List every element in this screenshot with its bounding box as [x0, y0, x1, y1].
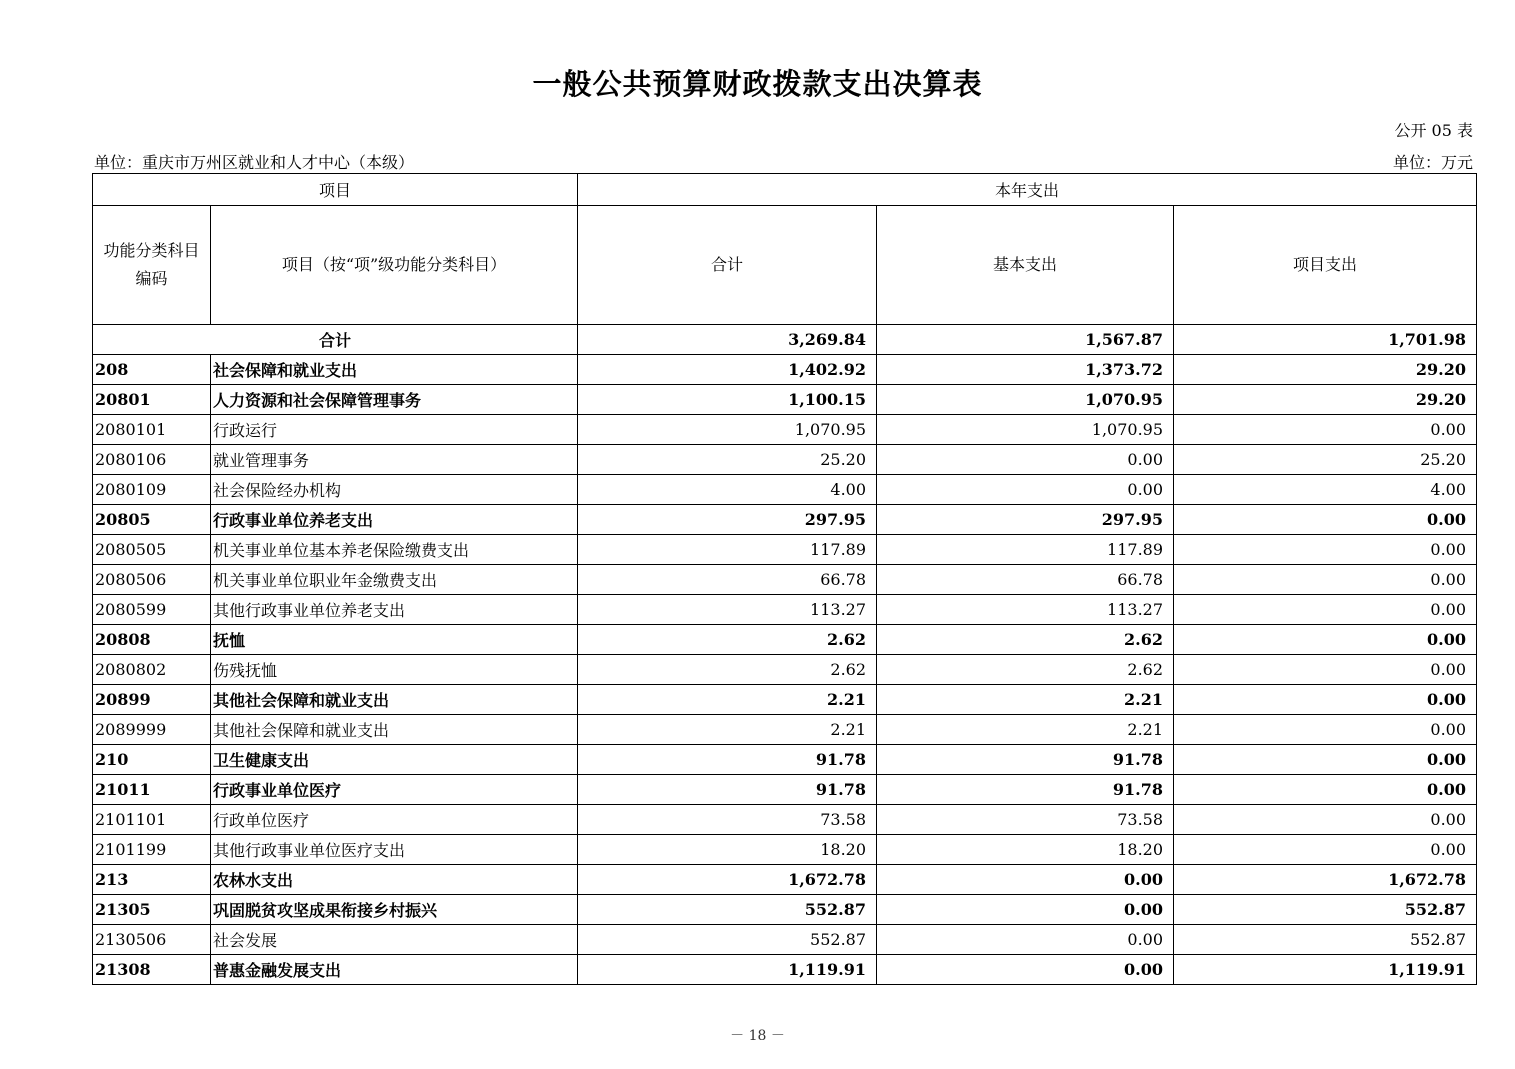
table-row	[93, 475, 1477, 505]
header-project-expense: 项目支出	[1174, 206, 1477, 325]
row-name: 社会保险经办机构	[211, 475, 578, 505]
header-row-2	[93, 206, 1477, 325]
row-basic: 91.78	[877, 775, 1174, 805]
row-code: 2080506	[93, 565, 211, 595]
row-basic: 2.21	[877, 685, 1174, 715]
row-code: 2101101	[93, 805, 211, 835]
total-row	[93, 325, 1477, 355]
row-project: 0.00	[1174, 535, 1477, 565]
row-project: 0.00	[1174, 505, 1477, 535]
row-basic: 1,070.95	[877, 385, 1174, 415]
row-code: 20899	[93, 685, 211, 715]
row-code: 2080101	[93, 415, 211, 445]
table-row	[93, 805, 1477, 835]
row-project: 29.20	[1174, 385, 1477, 415]
row-code: 2080599	[93, 595, 211, 625]
row-project: 0.00	[1174, 835, 1477, 865]
row-total: 1,100.15	[578, 385, 877, 415]
row-code: 208	[93, 355, 211, 385]
row-basic: 0.00	[877, 475, 1174, 505]
row-basic: 117.89	[877, 535, 1174, 565]
row-basic: 1,373.72	[877, 355, 1174, 385]
table-row	[93, 865, 1477, 895]
row-project: 0.00	[1174, 715, 1477, 745]
row-project: 0.00	[1174, 655, 1477, 685]
table-row	[93, 625, 1477, 655]
row-total: 1,672.78	[578, 865, 877, 895]
row-basic: 0.00	[877, 445, 1174, 475]
row-name: 其他社会保障和就业支出	[211, 685, 578, 715]
row-total: 1,119.91	[578, 955, 877, 985]
row-code: 2130506	[93, 925, 211, 955]
row-project: 0.00	[1174, 775, 1477, 805]
row-total: 18.20	[578, 835, 877, 865]
table-row	[93, 775, 1477, 805]
row-code: 21308	[93, 955, 211, 985]
row-total: 2.62	[578, 625, 877, 655]
page-number: － 18 －	[730, 1028, 785, 1044]
row-project: 0.00	[1174, 415, 1477, 445]
table-row	[93, 925, 1477, 955]
row-code: 2080802	[93, 655, 211, 685]
row-project: 0.00	[1174, 745, 1477, 775]
row-name: 伤残抚恤	[211, 655, 578, 685]
row-project: 1,672.78	[1174, 865, 1477, 895]
row-total: 4.00	[578, 475, 877, 505]
reporting-unit: 单位：重庆市万州区就业和人才中心（本级）	[94, 153, 415, 172]
header-basic: 基本支出	[877, 206, 1174, 325]
row-total: 66.78	[578, 565, 877, 595]
row-code: 20801	[93, 385, 211, 415]
row-name: 机关事业单位基本养老保险缴费支出	[211, 535, 578, 565]
row-code: 2089999	[93, 715, 211, 745]
row-name: 抚恤	[211, 625, 578, 655]
row-name: 卫生健康支出	[211, 745, 578, 775]
row-basic: 1,070.95	[877, 415, 1174, 445]
page-title: 一般公共预算财政拨款支出决算表	[532, 67, 983, 101]
row-project: 0.00	[1174, 625, 1477, 655]
row-code: 20805	[93, 505, 211, 535]
table-row	[93, 955, 1477, 985]
table-row	[93, 655, 1477, 685]
row-total: 552.87	[578, 895, 877, 925]
form-code: 公开 05 表	[1394, 121, 1473, 140]
row-basic: 91.78	[877, 745, 1174, 775]
table-row	[93, 355, 1477, 385]
row-total: 25.20	[578, 445, 877, 475]
total-amount: 3,269.84	[578, 325, 877, 355]
row-total: 113.27	[578, 595, 877, 625]
row-project: 0.00	[1174, 805, 1477, 835]
row-total: 91.78	[578, 775, 877, 805]
row-name: 行政事业单位医疗	[211, 775, 578, 805]
table-row	[93, 745, 1477, 775]
row-basic: 0.00	[877, 925, 1174, 955]
table-row	[93, 895, 1477, 925]
table-row	[93, 835, 1477, 865]
currency-unit: 单位：万元	[1392, 153, 1473, 172]
row-basic: 2.62	[877, 625, 1174, 655]
row-project: 1,119.91	[1174, 955, 1477, 985]
table-row	[93, 595, 1477, 625]
table-row	[93, 505, 1477, 535]
row-project: 552.87	[1174, 895, 1477, 925]
row-basic: 0.00	[877, 895, 1174, 925]
table-row	[93, 415, 1477, 445]
row-project: 552.87	[1174, 925, 1477, 955]
header-total: 合计	[578, 206, 877, 325]
row-name: 其他行政事业单位医疗支出	[211, 835, 578, 865]
total-label: 合计	[93, 325, 578, 355]
row-project: 0.00	[1174, 595, 1477, 625]
row-name: 社会保障和就业支出	[211, 355, 578, 385]
row-project: 0.00	[1174, 685, 1477, 715]
row-basic: 0.00	[877, 955, 1174, 985]
row-basic: 2.21	[877, 715, 1174, 745]
row-total: 297.95	[578, 505, 877, 535]
row-name: 行政运行	[211, 415, 578, 445]
row-project: 25.20	[1174, 445, 1477, 475]
row-total: 91.78	[578, 745, 877, 775]
table-row	[93, 445, 1477, 475]
table-row	[93, 535, 1477, 565]
row-total: 117.89	[578, 535, 877, 565]
header-current-year: 本年支出	[578, 174, 1477, 206]
row-basic: 73.58	[877, 805, 1174, 835]
expenditure-table	[92, 173, 1477, 985]
total-basic: 1,567.87	[877, 325, 1174, 355]
table-row	[93, 685, 1477, 715]
row-name: 其他社会保障和就业支出	[211, 715, 578, 745]
row-code: 21011	[93, 775, 211, 805]
row-project: 29.20	[1174, 355, 1477, 385]
row-total: 1,070.95	[578, 415, 877, 445]
row-name: 行政单位医疗	[211, 805, 578, 835]
row-code: 2080109	[93, 475, 211, 505]
table-row	[93, 715, 1477, 745]
row-total: 2.21	[578, 685, 877, 715]
row-basic: 18.20	[877, 835, 1174, 865]
row-name: 普惠金融发展支出	[211, 955, 578, 985]
row-name: 人力资源和社会保障管理事务	[211, 385, 578, 415]
row-name: 行政事业单位养老支出	[211, 505, 578, 535]
row-basic: 113.27	[877, 595, 1174, 625]
row-total: 73.58	[578, 805, 877, 835]
header-name: 项目（按“项”级功能分类科目）	[211, 206, 578, 325]
row-total: 552.87	[578, 925, 877, 955]
row-code: 20808	[93, 625, 211, 655]
row-basic: 0.00	[877, 865, 1174, 895]
row-total: 2.21	[578, 715, 877, 745]
header-project: 项目	[93, 174, 578, 206]
row-name: 农林水支出	[211, 865, 578, 895]
row-code: 21305	[93, 895, 211, 925]
row-total: 1,402.92	[578, 355, 877, 385]
table-row	[93, 565, 1477, 595]
row-project: 4.00	[1174, 475, 1477, 505]
row-name: 其他行政事业单位养老支出	[211, 595, 578, 625]
header-code: 功能分类科目编码	[93, 206, 211, 325]
row-code: 2080505	[93, 535, 211, 565]
row-code: 210	[93, 745, 211, 775]
row-name: 机关事业单位职业年金缴费支出	[211, 565, 578, 595]
row-basic: 66.78	[877, 565, 1174, 595]
row-name: 社会发展	[211, 925, 578, 955]
row-code: 2080106	[93, 445, 211, 475]
row-name: 巩固脱贫攻坚成果衔接乡村振兴	[211, 895, 578, 925]
row-total: 2.62	[578, 655, 877, 685]
row-code: 2101199	[93, 835, 211, 865]
row-name: 就业管理事务	[211, 445, 578, 475]
row-basic: 297.95	[877, 505, 1174, 535]
table-row	[93, 385, 1477, 415]
row-code: 213	[93, 865, 211, 895]
total-project: 1,701.98	[1174, 325, 1477, 355]
row-project: 0.00	[1174, 565, 1477, 595]
header-row-1	[93, 174, 1477, 206]
row-basic: 2.62	[877, 655, 1174, 685]
